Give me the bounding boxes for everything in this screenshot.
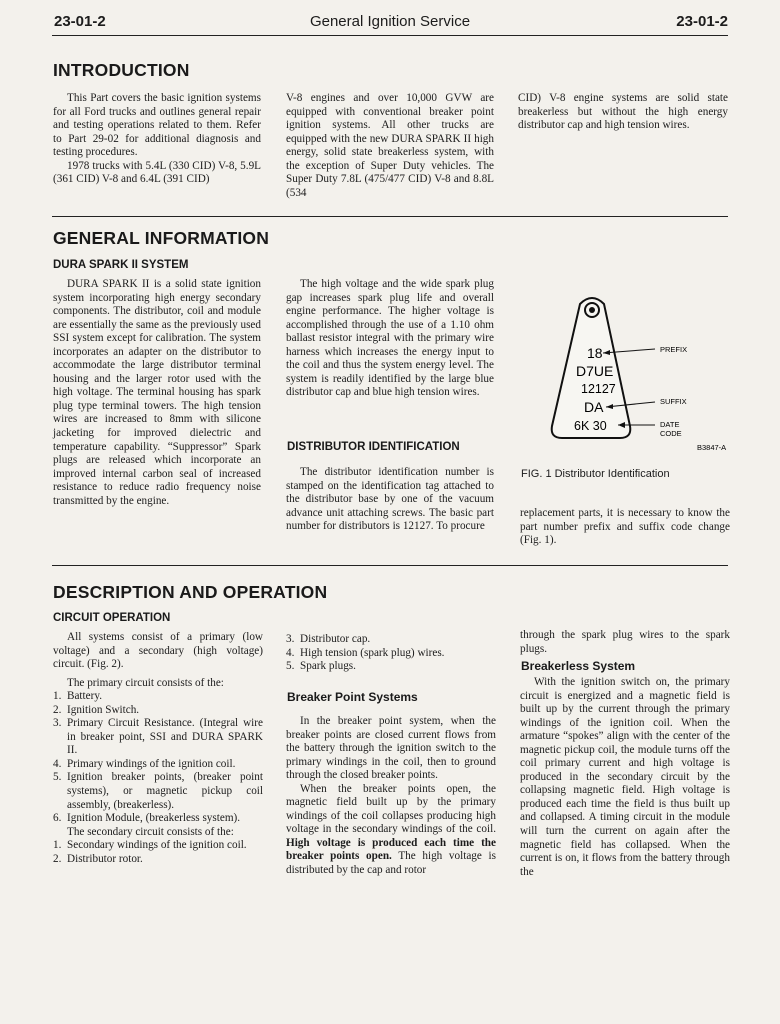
- breaker-point-column: [286, 715, 496, 878]
- section-rule-2: [52, 565, 728, 566]
- primary-circuit-intro: The primary circuit consists of the:: [67, 676, 224, 689]
- section-rule-1: [52, 216, 728, 217]
- circuit-operation-heading: CIRCUIT OPERATION: [53, 612, 171, 624]
- distributor-id-paragraph-2: replacement parts, it is necessary to know the part number prefix and suffix code change (Fig. 1).: [520, 507, 730, 547]
- distributor-tag-figure: [540, 286, 740, 456]
- intro-column-2: [286, 92, 494, 200]
- list-item: 5. Ignition breaker points, (breaker point systems), or magnetic pickup coil assembly, (breakerless).: [53, 771, 263, 811]
- general-column-1: [53, 278, 261, 508]
- tag-line-prefix: 18: [587, 345, 603, 361]
- primary-circuit-list: [53, 690, 263, 825]
- list-item: 1. Battery.: [53, 690, 102, 703]
- description-column-3: [520, 629, 730, 656]
- tag-screw-icon: [589, 307, 595, 313]
- header-rule: [52, 35, 728, 36]
- list-item: 3. Distributor cap.: [286, 633, 371, 645]
- secondary-circuit-intro: The secondary circuit consists of the:: [67, 825, 234, 838]
- secondary-circuit-list-2: [286, 633, 496, 674]
- intro-paragraph-2b: V-8 engines and over 10,000 GVW are equipped with conventional breaker point ignition systems. All other trucks are equipped with the new DURA SPARK II high energy, solid state breakerless system, with the exception of Super Duty vehicles. The Super Duty 7.8L (475/477 CID) V-8 and 8.8L (534: [286, 92, 494, 199]
- distributor-id-column-3: [520, 507, 730, 548]
- breakerless-column: [520, 676, 730, 879]
- introduction-heading: INTRODUCTION: [53, 60, 190, 80]
- callout-date-1: DATE: [660, 420, 680, 429]
- breaker-emphasis: High voltage is produced each time the breaker points open.: [286, 836, 496, 863]
- description-operation-heading: DESCRIPTION AND OPERATION: [53, 582, 328, 602]
- page-number-right: 23-01-2: [676, 13, 728, 30]
- distributor-id-column: [286, 466, 494, 534]
- intro-column-3: [518, 92, 728, 133]
- tag-line-date-code: 6K 30: [574, 419, 607, 433]
- intro-column-1: [53, 92, 261, 187]
- figure-1-caption: FIG. 1 Distributor Identification: [521, 468, 670, 480]
- page-running-title: General Ignition Service: [309, 13, 471, 30]
- breaker-paragraph-1: In the breaker point system, when the breaker points are closed current flows from the battery through the ignition switch to the primary windings in the coil, then to ground through the closed breaker points.: [286, 715, 496, 782]
- callout-date-2: CODE: [660, 429, 682, 438]
- intro-paragraph-2a: 1978 trucks with 5.4L (330 CID) V-8, 5.9L (361 CID) V-8 and 6.4L (391 CID): [53, 159, 261, 186]
- tag-line-part-number: 12127: [581, 382, 616, 396]
- distributor-id-paragraph-1: The distributor identification number is stamped on the identification tag attached to the distributor base by one of the vacuum advance unit attaching screws. The basic part number for distributors is 12127. To procure: [286, 466, 494, 533]
- spark-plug-continuation: through the spark plug wires to the spark plugs.: [520, 629, 730, 655]
- description-column-1: [53, 631, 263, 866]
- dura-spark-heading: DURA SPARK II SYSTEM: [53, 259, 189, 271]
- general-information-heading: GENERAL INFORMATION: [53, 228, 270, 248]
- list-item: 5. Spark plugs.: [286, 660, 356, 673]
- breaker-point-systems-heading: Breaker Point Systems: [287, 690, 418, 704]
- list-item: 6. Ignition Module, (breakerless system).: [53, 812, 241, 825]
- callout-prefix: PREFIX: [660, 345, 688, 354]
- page-number-left: 23-01-2: [54, 13, 106, 30]
- dura-spark-paragraph-1: DURA SPARK II is a solid state ignition system incorporating high energy secondary components. The distributor, coil and module are essentially the same as the previously used SSI system except for calibration. The system incorporates an adapter on the distributor to accommodate the large distributor terminal housing and the larger rotor used with the high voltage. The terminal housing has spark plug type terminal towers. The high tension wires are increased to 8mm with silicone jacketing for improved dielectric and temperature capability. “Suppressor” Spark plugs are released which incorporate an improved internal carbon seal of increased resistance to reduce radio frequency noise transmitted by the engine.: [53, 278, 261, 507]
- tag-line-code: D7UE: [576, 363, 614, 379]
- callout-suffix: SUFFIX: [660, 397, 687, 406]
- intro-paragraph-1: This Part covers the basic ignition systems for all Ford trucks and outlines general repair and testing operations related to them. Refer to Part 29-02 for additional diagnosis and testing procedures.: [53, 92, 261, 159]
- general-column-2: [286, 278, 494, 400]
- list-item: 2. Distributor rotor.: [53, 852, 143, 865]
- breakerless-paragraph-1: With the ignition switch on, the primary circuit is energized and a magnetic field is built up by the current through the primary windings of the ignition coil. When the armature “spokes” align with the center of the magnetic pickup coil, the module turns off the coil primary current and high voltage is produced in the secondary circuit by the collapsing magnetic field. High voltage is produced each time the field is thus built up and collapsed. A timing circuit in the module will turn the current on again after the magnetic field has collapsed. When the current is on, it flows from the battery through the: [520, 676, 730, 878]
- list-item: 1. Secondary windings of the ignition coil.: [53, 839, 247, 852]
- list-item: 4. Primary windings of the ignition coil.: [53, 757, 236, 770]
- circuit-paragraph-1: All systems consist of a primary (low voltage) and a secondary (high voltage) circuit. (Fig. 2).: [53, 631, 263, 671]
- intro-paragraph-2c: CID) V-8 engine systems are solid state breakerless but without the high energy distributor cap and high tension wires.: [518, 92, 728, 132]
- figure-reference: B3847-A: [697, 443, 727, 452]
- breaker-paragraph-2: When the breaker points open, the magnetic field built up by the primary windings of the coil collapses producing high voltage in the secondary windings of the coil. High voltage is produced each time the breaker points open. The high voltage is distributed by the cap and rotor: [286, 782, 496, 877]
- dura-spark-paragraph-2: The high voltage and the wide spark plug gap increases spark plug life and overall engine performance. The higher voltage is accomplished through the use of a 1.10 ohm ballast resistor integral with the primary wire harness which increases the energy input to the coil and thus the system energy level. The system is readily identified by the large blue distributor cap and blue high tension wires.: [286, 278, 494, 399]
- list-item: 4. High tension (spark plug) wires.: [286, 646, 445, 659]
- list-item: 3. Primary Circuit Resistance. (Integral wire in breaker point, SSI and DURA SPARK II.: [53, 717, 263, 757]
- secondary-circuit-list-1: [53, 839, 263, 866]
- list-item: 2. Ignition Switch.: [53, 703, 140, 716]
- breakerless-system-heading: Breakerless System: [521, 659, 636, 673]
- tag-line-suffix: DA: [584, 399, 604, 415]
- description-column-2: [286, 633, 496, 674]
- distributor-identification-heading: DISTRIBUTOR IDENTIFICATION: [287, 441, 460, 453]
